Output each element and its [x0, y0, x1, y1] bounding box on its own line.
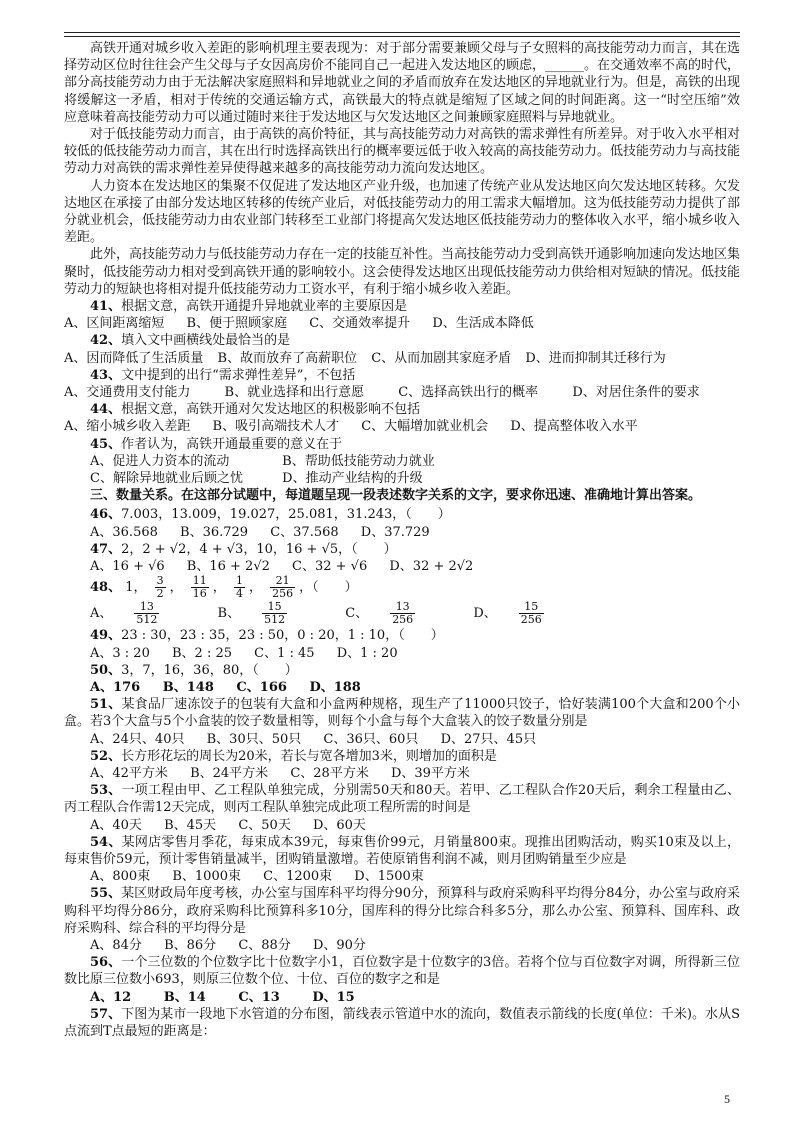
option-letter: A、	[90, 606, 113, 622]
option-a[interactable]: A、因而降低了生活质量	[64, 350, 204, 366]
seq-fraction-5	[270, 575, 295, 600]
denominator: 512	[136, 613, 158, 627]
options-44	[64, 418, 740, 435]
options-49	[64, 645, 740, 662]
question-number: 49、	[90, 628, 122, 644]
denominator: 16	[192, 587, 207, 601]
options-56	[64, 989, 740, 1006]
option-c[interactable]: C、从而加剧其家庭矛盾	[371, 350, 512, 366]
options-53	[64, 817, 740, 834]
option-d[interactable]: D、对居住条件的要求	[572, 385, 700, 401]
option-c[interactable]: C、88分	[238, 937, 291, 953]
option-b[interactable]: B、86分	[164, 937, 217, 953]
option-b[interactable]	[218, 601, 324, 627]
question-number: 54、	[90, 834, 122, 850]
option-d[interactable]: D、39平方米	[390, 765, 470, 781]
option-fraction	[134, 601, 177, 626]
question-55	[64, 885, 740, 937]
seq-fraction-3	[191, 575, 209, 600]
option-b[interactable]: B、便于照顾家庭	[186, 316, 288, 332]
option-d[interactable]: D、60天	[312, 817, 366, 833]
option-b[interactable]: B、16 + 2√2	[186, 559, 270, 575]
section-3-heading: 三、数量关系。在这部分试题中，每道题呈现一段表述数字关系的文字，要求你迅速、准确地计算出答案。	[90, 488, 702, 504]
question-number: 44、	[90, 402, 122, 418]
question-51	[64, 696, 740, 730]
option-a[interactable]: A、促进人力资本的流动	[90, 453, 230, 469]
option-d[interactable]: D、37.729	[360, 524, 430, 540]
question-42	[64, 332, 740, 349]
option-c[interactable]: C、28平方米	[290, 765, 369, 781]
question-50	[64, 662, 740, 679]
question-47	[64, 541, 740, 558]
option-c[interactable]: C、1200束	[263, 869, 333, 885]
question-45	[64, 436, 740, 453]
page-content	[64, 40, 740, 1040]
numerator: 15	[262, 601, 287, 614]
question-text: 长方形花坛的周长为20米，若长与宽各增加3米，则增加的面积是	[121, 748, 497, 764]
question-text: 作者认为，高铁开通最重要的意义在于	[121, 436, 343, 452]
question-number: 53、	[90, 783, 122, 799]
question-number: 57、	[90, 1006, 122, 1022]
question-text: 某区财政局年度考核，办公室与国库科平均得分90分，预算科与政府采购科平均得分84分，办公室与政府采购科平均得分86分，政府采购科比预算科多10分，国库科的得分比综合科多5分，那么办公室、预算科、国库科、政府采购科、综合科的平均得分是	[64, 886, 740, 936]
question-number: 51、	[90, 697, 122, 713]
options-55	[64, 937, 740, 954]
question-text: 23 : 30，23 : 35，23 : 50，0 : 20，1 : 10，（ ）	[121, 628, 444, 644]
denominator: 4	[235, 587, 243, 601]
seq-blank: ，（ ）	[299, 580, 358, 596]
option-d[interactable]: D、188	[309, 679, 361, 695]
option-c[interactable]: C、1 : 45	[254, 645, 315, 661]
question-text: 根据文意，高铁开通对欠发达地区的积极影响不包括	[121, 402, 421, 418]
option-a[interactable]: A、缩小城乡收入差距	[64, 419, 191, 435]
option-c[interactable]: C、166	[236, 679, 287, 695]
option-a[interactable]: A、3 : 20	[90, 645, 150, 661]
option-b[interactable]: B、故而放弃了高薪职位	[217, 350, 358, 366]
option-b[interactable]: B、148	[162, 679, 214, 695]
denominator: 256	[392, 613, 414, 627]
option-a[interactable]: A、84分	[90, 937, 142, 953]
question-text: 文中提到的出行“需求弹性差异”，不包括	[121, 367, 356, 383]
option-letter: B、	[217, 606, 241, 622]
option-b[interactable]: B、36.729	[180, 524, 249, 540]
numerator: 15	[519, 601, 544, 614]
question-54	[64, 834, 740, 868]
option-b[interactable]: B、45天	[164, 817, 217, 833]
denominator: 2	[156, 587, 164, 601]
numerator: 21	[270, 575, 295, 588]
question-number: 42、	[90, 333, 122, 349]
option-a[interactable]: A、12	[90, 989, 132, 1005]
option-letter: D、	[473, 606, 497, 622]
option-fraction	[262, 601, 305, 626]
question-text: 一项工程由甲、乙工程队单独完成，分别需50天和80天。若甲、乙工程队合作20天后，剩余工程量由乙、丙工程队合作需12天完成，则丙工程队单独完成此项工程所需的时间是	[64, 783, 740, 816]
option-a[interactable]: A、交通费用支付能力	[64, 385, 191, 401]
option-c[interactable]: C、37.568	[270, 524, 339, 540]
option-d[interactable]: D、推动产业结构的升级	[282, 471, 423, 487]
option-b[interactable]: B、就业选择和出行意愿	[224, 385, 365, 401]
question-text: 填入文中画横线处最恰当的是	[121, 333, 291, 349]
option-letter: C、	[345, 606, 369, 622]
question-49	[64, 627, 740, 644]
options-52	[64, 765, 740, 782]
option-b[interactable]: B、30只、50只	[206, 731, 302, 747]
numerator: 3	[156, 574, 164, 588]
header-rule-thin	[64, 36, 740, 37]
question-44	[64, 401, 740, 418]
options-45-row2	[64, 470, 740, 487]
option-a[interactable]: A、区间距离缩短	[64, 316, 165, 332]
denominator: 256	[520, 613, 542, 627]
question-43	[64, 367, 740, 384]
options-51	[64, 731, 740, 748]
question-number: 48、	[90, 580, 122, 596]
question-41	[64, 298, 740, 315]
question-46	[64, 506, 740, 523]
options-42	[64, 350, 740, 367]
option-d[interactable]: D、进而抑制其迁移行为	[525, 350, 666, 366]
option-c[interactable]: C、解除异地就业后顾之忧	[90, 471, 243, 487]
option-c[interactable]: C、32 + √6	[292, 559, 368, 575]
option-d[interactable]: D、27只、45只	[440, 731, 537, 747]
seq-fraction-2	[155, 575, 166, 600]
option-a[interactable]: A、36.568	[90, 524, 158, 540]
paragraph-1: 高铁开通对城乡收入差距的影响机理主要表现为：对于部分需要兼顾父母与子女照料的高技能劳动力而言，其在选择劳动区位时往往会产生父母与子女因高房价不能同自己一起进入发达地区的顾虑，______。在交通效率不高的时代，部分高技能劳动力由于无法解决家庭照料和异地就业之间的矛盾而放弃在发达地区的异地就业行为。但是，高铁的出现将缓解这一矛盾，相对于传统的交通运输方式，高铁最大的特点就是缩短了区域之间的时间距离。这一“时空压缩”效应意味着高技能劳动力可以通过随时来往于发达地区与欠发达地区之间兼顾家庭照料与异地就业。	[64, 41, 741, 125]
options-48	[64, 601, 740, 627]
paragraph-4: 此外，高技能劳动力与低技能劳动力存在一定的技能互补性。当高技能劳动力受到高铁开通影响加速向发达地区集聚时，低技能劳动力相对受到高铁开通的影响较小。这会使得发达地区出现低技能劳动力供给相对短缺的情况。低技能劳动力的短缺也将相对提升低技能劳动力工资水平，有利于缩小城乡收入差距。	[64, 247, 741, 297]
option-c[interactable]: C、36只、60只	[323, 731, 419, 747]
question-53	[64, 782, 740, 816]
option-d[interactable]: D、1500束	[354, 869, 424, 885]
denominator: 256	[272, 587, 294, 601]
question-text: 2，2 + √2，4 + √3，10，16 + √5，（ ）	[121, 541, 397, 557]
seq-fraction-4	[234, 575, 245, 600]
question-number: 55、	[90, 886, 122, 902]
option-a[interactable]: A、16 + √6	[90, 559, 165, 575]
option-d[interactable]: D、提高整体收入水平	[510, 419, 638, 435]
question-number: 45、	[90, 436, 122, 452]
options-54	[64, 868, 740, 885]
question-56	[64, 954, 740, 988]
question-48: 48、 1， $\frac{3}{2}$ ， $\frac{11}{16}$ ， $\frac{1}{4}$ ， $\frac{21}{256}$ ，（ ）	[90, 574, 358, 601]
question-text: 某食品厂速冻饺子的包装有大盒和小盒两种规格，现生产了11000只饺子，恰好装满100个大盒和200个小盒。若3个大盒与5个小盒装的饺子数量相等，则每个小盒与每个大盒装入的饺子数量分别是	[64, 697, 740, 730]
question-number: 56、	[90, 955, 122, 971]
option-a[interactable]	[90, 601, 195, 627]
question-number: 41、	[90, 299, 122, 315]
question-57	[64, 1006, 740, 1040]
option-fraction	[519, 601, 562, 626]
denominator: 512	[264, 613, 286, 627]
option-a[interactable]: A、800束	[90, 869, 151, 885]
option-c[interactable]: C、50天	[238, 817, 291, 833]
option-d[interactable]: D、32 + 2√2	[389, 559, 474, 575]
question-text: 3，7，16，36，80，（ ）	[121, 662, 298, 678]
options-41	[64, 315, 740, 332]
question-text: 某网店零售月季花，每束成本39元，每束售价99元，月销量800束。现推出团购活动，购买10束及以上，每束售价59元，预计零售销量减半，团购销量激增。若使原销售利润不减，则月团购销量至少应是	[64, 834, 740, 867]
question-number: 52、	[90, 748, 122, 764]
paragraph-2: 对于低技能劳动力而言，由于高铁的高价特征，其与高技能劳动力对高铁的需求弹性有所差异。对于收入水平相对较低的低技能劳动力而言，其在出行时选择高铁出行的概率要远低于收入较高的高技能劳动力。低技能劳动力与高技能劳动力对高铁的需求弹性差异使得越来越多的高技能劳动力流向发达地区。	[64, 127, 741, 177]
numerator: 13	[134, 601, 159, 614]
option-b[interactable]: B、帮助低技能劳动力就业	[282, 453, 435, 469]
option-c[interactable]: C、交通效率提升	[309, 316, 411, 332]
option-c[interactable]: C、大幅增加就业机会	[361, 419, 489, 435]
option-d[interactable]: D、15	[312, 989, 355, 1005]
question-number: 50、	[90, 662, 122, 678]
seq-term-1: 1	[125, 580, 134, 596]
option-d[interactable]: D、生活成本降低	[432, 316, 534, 332]
option-c[interactable]	[345, 601, 451, 627]
option-a[interactable]: A、24只、40只	[90, 731, 185, 747]
option-b[interactable]: B、2 : 25	[172, 645, 233, 661]
question-number: 46、	[90, 507, 122, 523]
option-b[interactable]: B、1000束	[172, 869, 241, 885]
option-b[interactable]: B、吸引高端技术人才	[212, 419, 340, 435]
options-47	[64, 558, 740, 575]
question-text: 7.003，13.009，19.027，25.081，31.243，（ ）	[121, 507, 451, 523]
paragraph-3: 人力资本在发达地区的集聚不仅促进了发达地区产业升级，也加速了传统产业从发达地区向欠发达地区转移。欠发达地区在承接了由部分发达地区转移的传统产业后，对低技能劳动力的用工需求大幅增加。这为低技能劳动力提供了部分就业机会，低技能劳动力由农业部门转移至工业部门将提高欠发达地区低技能劳动力的整体收入水平，缩小城乡收入差距。	[64, 178, 741, 246]
option-a[interactable]: A、176	[90, 679, 141, 695]
header-rule	[64, 32, 740, 33]
option-d[interactable]: D、90分	[312, 937, 366, 953]
numerator: 1	[235, 574, 243, 588]
question-text: 根据文意，高铁开通提升异地就业率的主要原因是	[121, 299, 408, 315]
question-number: 47、	[90, 541, 122, 557]
option-d[interactable]: D、1 : 20	[336, 645, 398, 661]
option-d[interactable]	[473, 601, 579, 627]
options-50	[64, 679, 740, 696]
question-text: 下图为某市一段地下水管道的分布图，箭线表示管道中水的流向，数值表示箭线的长度(单位：千米)。水从S点流到T点最短的距离是：	[64, 1006, 740, 1039]
question-text: 一个三位数的个位数字比十位数字小1，百位数字是十位数字的3倍。若将个位与百位数字对调，所得新三位数比原三位数小693，则原三位数个位、十位、百位的数字之和是	[64, 955, 741, 988]
options-45-row1	[64, 453, 740, 470]
option-a[interactable]: A、40天	[90, 817, 142, 833]
option-c[interactable]: C、选择高铁出行的概率	[398, 385, 539, 401]
page-number: 5	[724, 1092, 730, 1106]
option-c[interactable]: C、13	[238, 989, 280, 1005]
numerator: 13	[390, 601, 415, 614]
question-number: 43、	[90, 367, 122, 383]
option-fraction	[390, 601, 433, 626]
option-b[interactable]: B、24平方米	[190, 765, 269, 781]
options-46	[64, 524, 740, 541]
numerator: 11	[192, 574, 207, 588]
options-43	[64, 384, 740, 401]
question-52	[64, 748, 740, 765]
option-a[interactable]: A、42平方米	[90, 765, 168, 781]
option-b[interactable]: B、14	[163, 989, 206, 1005]
